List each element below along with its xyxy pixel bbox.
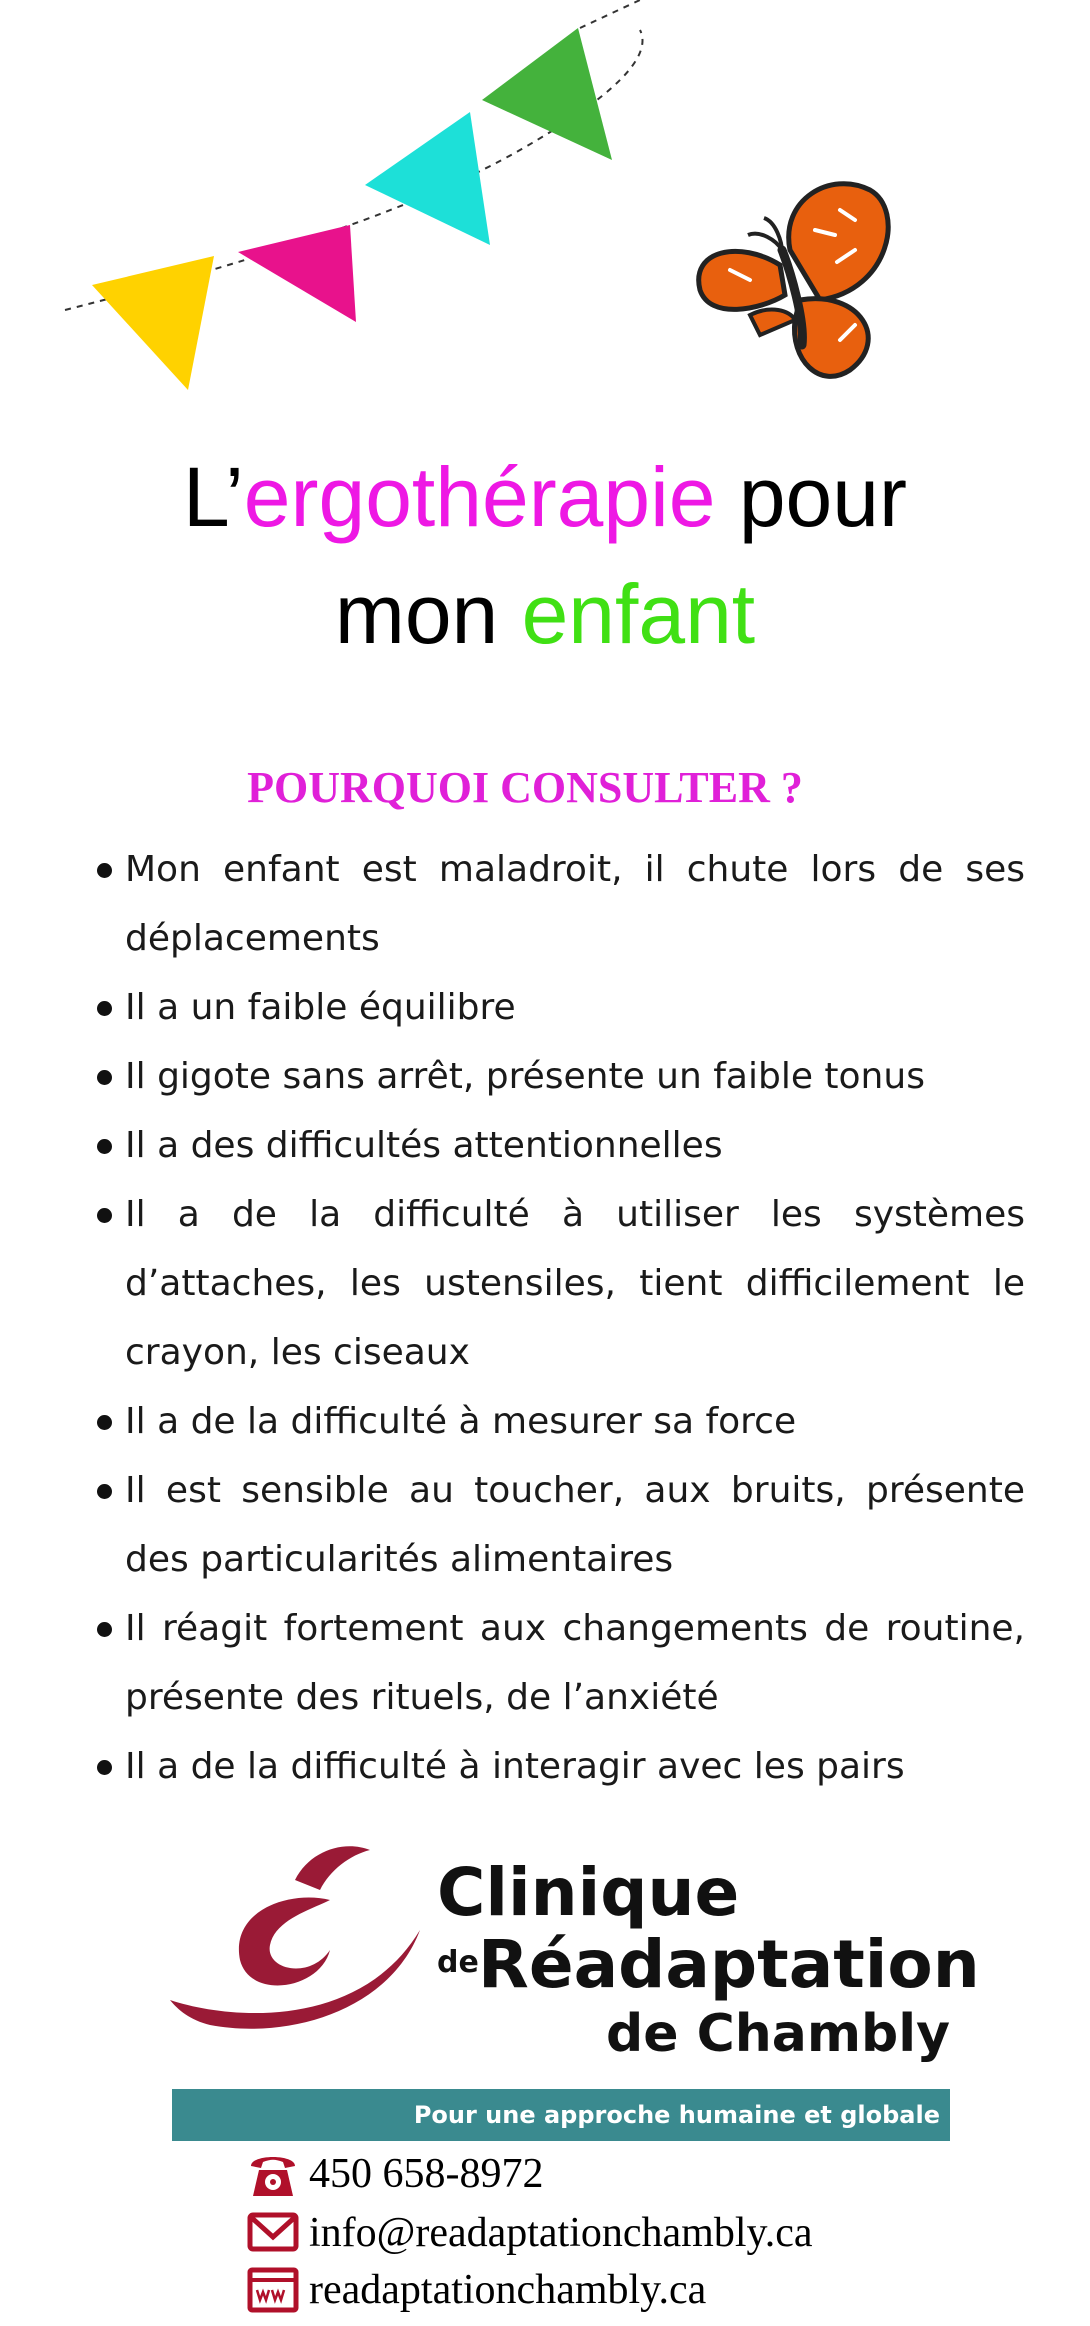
title-highlight-ergotherapie: ergothérapie xyxy=(243,450,716,544)
logo-text-clinique: Clinique xyxy=(437,1854,740,1931)
list-item: Il a un faible équilibre xyxy=(95,973,1025,1042)
phone-icon xyxy=(245,2146,301,2202)
list-item: Mon enfant est maladroit, il chute lors de ses déplacements xyxy=(95,835,1025,973)
title-suffix: pour xyxy=(715,450,907,544)
butterfly-icon xyxy=(690,170,900,390)
title-prefix-2: mon xyxy=(334,567,522,661)
bunting-string-tail xyxy=(580,0,640,28)
page-title-line1 xyxy=(0,450,1090,544)
flag-cyan-icon xyxy=(365,112,490,245)
email-address: info@readaptationchambly.ca xyxy=(309,2210,813,2256)
flag-yellow-icon xyxy=(92,256,214,390)
bunting-decoration xyxy=(0,0,1090,420)
email-icon xyxy=(245,2205,301,2261)
list-item: Il a de la difficulté à mesurer sa force xyxy=(95,1387,1025,1456)
list-item: Il a des difficultés attentionnelles xyxy=(95,1111,1025,1180)
list-item: Il a de la difficulté à interagir avec les pairs xyxy=(95,1732,1025,1801)
page-title-line2 xyxy=(0,567,1090,661)
list-item: Il gigote sans arrêt, présente un faible tonus xyxy=(95,1042,1025,1111)
web-icon xyxy=(245,2262,301,2318)
tagline-bar: Pour une approche humaine et globale xyxy=(172,2089,950,2141)
logo-text-chambly: de Chambly xyxy=(606,2004,950,2064)
clinic-logo-icon xyxy=(170,1840,430,2040)
list-item: Il est sensible au toucher, aux bruits, présente des particularités alimentaires xyxy=(95,1456,1025,1594)
list-item: Il réagit fortement aux changements de routine, présente des rituels, de l’anxiété xyxy=(95,1594,1025,1732)
website-url: readaptationchambly.ca xyxy=(309,2267,707,2313)
logo-text-de: de xyxy=(437,1945,479,1980)
flag-pink-icon xyxy=(238,225,356,322)
reasons-list xyxy=(95,835,1025,1801)
logo-text-readaptation: Réadaptation xyxy=(478,1926,980,2003)
title-highlight-enfant: enfant xyxy=(521,567,756,661)
section-heading: POURQUOI CONSULTER ? xyxy=(247,763,803,812)
phone-number: 450 658-8972 xyxy=(309,2151,544,2197)
title-prefix: L’ xyxy=(183,450,244,544)
flag-green-icon xyxy=(482,28,612,160)
list-item: Il a de la difficulté à utiliser les systèmes d’attaches, les ustensiles, tient difficilement le crayon, les ciseaux xyxy=(95,1180,1025,1387)
